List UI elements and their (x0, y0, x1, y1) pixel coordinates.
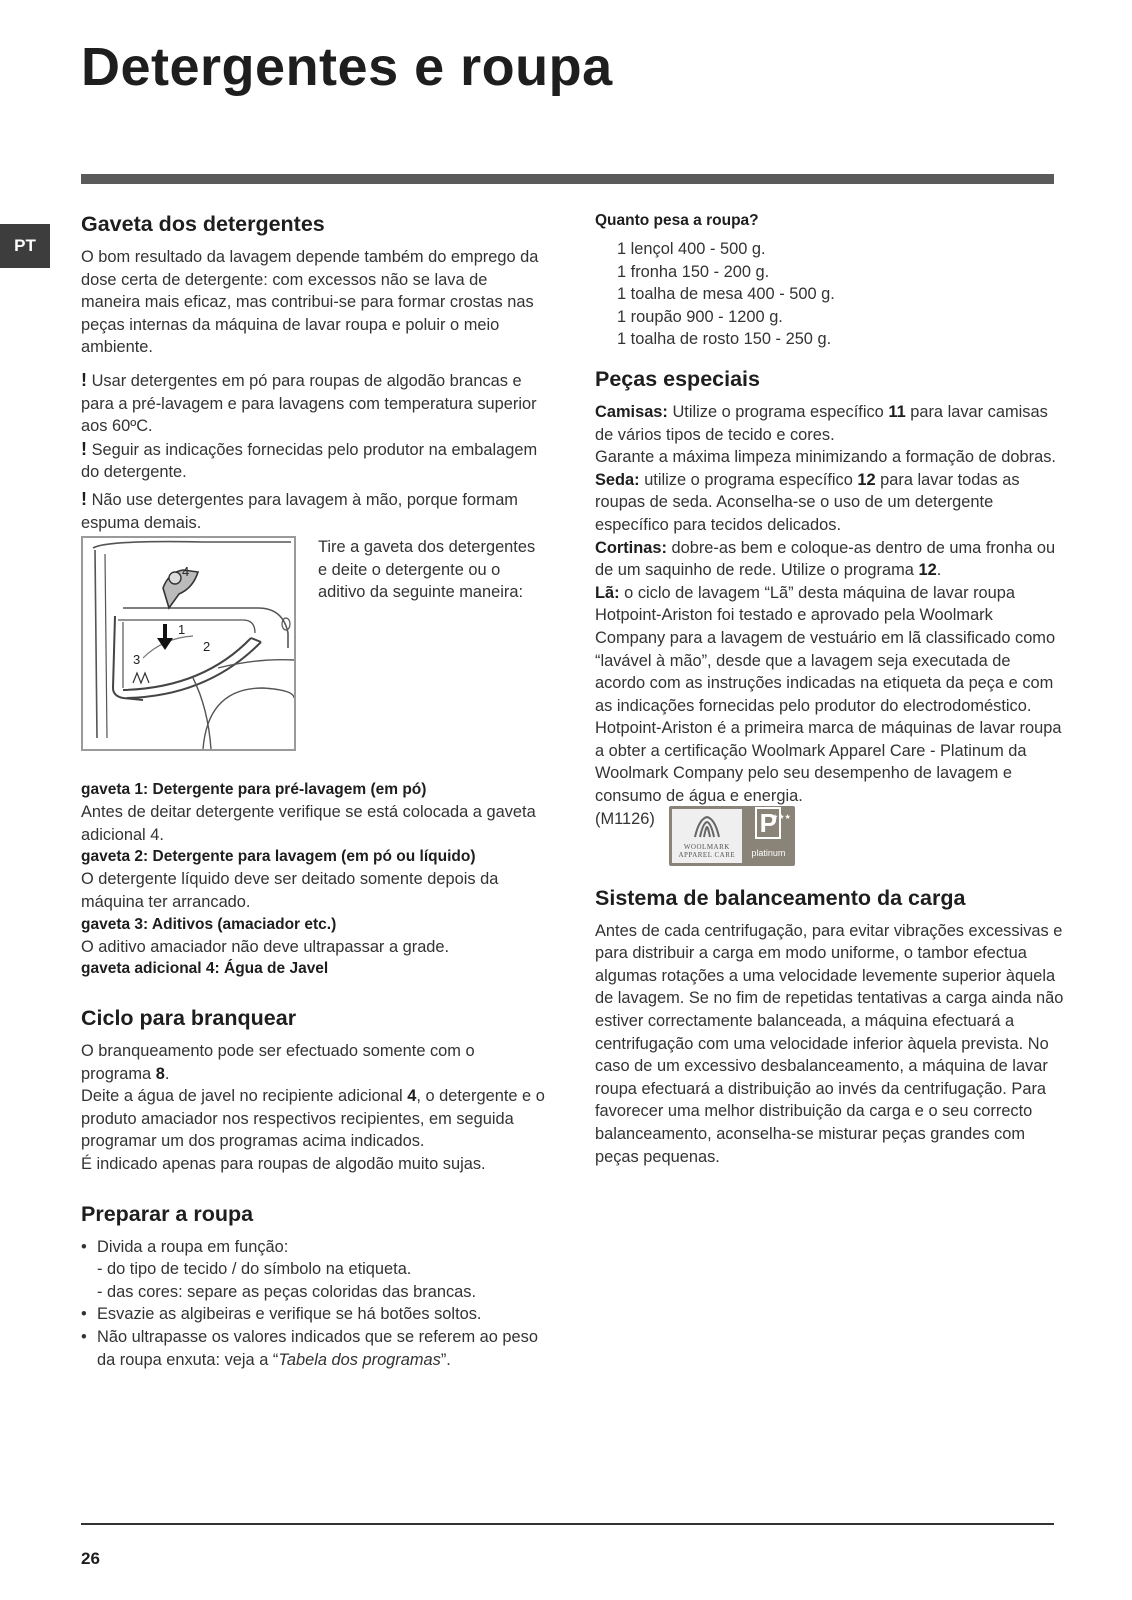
program-number: 12 (918, 561, 937, 580)
page-number: 26 (81, 1549, 100, 1568)
sistema-text: Antes de cada centrifugação, para evitar vibrações excessivas e para distribuir a carga em modo uniforme, o tambor efectua algumas rotações a uma velocidade levemente superior àquela de lavagem. Se no fim de repetidas tentativas a carga ainda não estiver correctamente balanceada, a máquina efectuará a centrifugação com uma velocidade inferior àquela prevista. No caso de um excessivo desbalanceamento, a máquina de lavar roupa efectuará a distribuição ao invés da centrifugação. Para favorecer uma melhor distribuição da carga e o seu correcto balanceamento, aconselha-se misturar peças grandes com peças pequenas. (595, 921, 1064, 1166)
program-table-reference: Tabela dos programas (278, 1350, 441, 1369)
star-rating-icon: ★★★ (772, 813, 791, 821)
woolmark-logo (669, 806, 795, 866)
cortinas-text: dobre-as bem e coloque-as dentro de uma fronha ou de um saquinho de rede. Utilize o programa (595, 538, 1056, 580)
heading-preparar: Preparar a roupa (81, 1201, 254, 1226)
warning-1 (81, 369, 546, 438)
certification-row (595, 808, 1065, 866)
seda-label: Seda: (595, 470, 640, 489)
platinum-label: platinum (751, 847, 786, 858)
cortinas-text-end: . (936, 561, 942, 580)
warning-3 (81, 488, 546, 534)
drawer-diagram (83, 538, 294, 749)
recipient-number: 4 (407, 1087, 417, 1106)
bullet-icon: • (81, 1305, 87, 1324)
page-title: Detergentes e roupa (81, 37, 613, 97)
ciclo-p1-end: . (164, 1064, 170, 1083)
woolmark-icon (691, 813, 723, 843)
exclamation-icon: ! (81, 488, 87, 509)
drawer-4-title: gaveta adicional 4: Água de Javel (81, 960, 329, 978)
weight-item: 1 lençol 400 - 500 g. (617, 240, 766, 258)
ciclo-p1-text: O branqueamento pode ser efectuado somente com o programa (81, 1042, 475, 1083)
drawer-1-title: gaveta 1: Detergente para pré-lavagem (em pó) (81, 781, 427, 799)
bullet-icon: • (81, 1328, 87, 1347)
ciclo-p3: É indicado apenas para roupas de algodão muito sujas. (81, 1155, 486, 1174)
seda-text: utilize o programa específico (639, 470, 858, 489)
weight-item: 1 toalha de mesa 400 - 500 g. (617, 285, 835, 304)
woolmark-brand: WOOLMARK (683, 842, 730, 851)
program-number: 11 (888, 402, 906, 421)
drawer-figure-row (81, 536, 546, 751)
title-divider (81, 174, 1054, 184)
drawer-2-title: gaveta 2: Detergente para lavagem (em pó ou líquido) (81, 848, 476, 866)
figure-label-1: 1 (178, 622, 186, 638)
right-column (595, 210, 1065, 1168)
heading-ciclo: Ciclo para branquear (81, 1006, 297, 1031)
list-item (81, 1236, 546, 1259)
weights-list (595, 238, 1065, 351)
camisas-text: Utilize o programa específico (667, 402, 889, 421)
cortinas-paragraph (595, 537, 1065, 582)
la-paragraph (595, 582, 1065, 808)
figure-caption: Tire a gaveta dos detergentes e deite o detergente ou o aditivo da seguinte maneira: (318, 538, 536, 602)
list-item-text-a: Não ultrapasse os valores indicados que se referem ao peso da roupa enxuta: veja a “ (97, 1328, 538, 1369)
list-subitem: - do tipo de tecido / do símbolo na etiqueta. (97, 1260, 412, 1279)
platinum-letter: P (755, 807, 781, 839)
program-number: 8 (155, 1064, 165, 1083)
list-item-text: Divida a roupa em função: (97, 1237, 289, 1256)
heading-sistema: Sistema de balanceamento da carga (595, 885, 966, 910)
figure-label-2: 2 (203, 639, 211, 655)
heading-gaveta: Gaveta dos detergentes (81, 212, 325, 236)
warning-2 (81, 438, 546, 484)
la-label: Lã: (595, 583, 620, 602)
woolmark-symbol (672, 809, 742, 863)
weight-item: 1 fronha 150 - 200 g. (617, 262, 770, 281)
exclamation-icon: ! (81, 438, 87, 459)
program-number: 12 (857, 470, 876, 489)
warning-1-text: Usar detergentes em pó para roupas de algodão brancas e para a pré-lavagem e para lavagens com temperatura superior aos 60ºC. (81, 371, 537, 436)
figure-label-4: 4 (182, 564, 190, 580)
drawer-3-title: gaveta 3: Aditivos (amaciador etc.) (81, 915, 337, 933)
woolmark-sub: APPAREL CARE (678, 850, 736, 859)
warning-3-text: Não use detergentes para lavagem à mão, porque formam espuma demais. (81, 490, 518, 532)
ciclo-p1 (81, 1040, 546, 1085)
gaveta-intro: O bom resultado da lavagem depende também do emprego da dose certa de detergente: com excessos não se lava de maneira mais eficaz, mas contribui-se para formar crostas nas peças internas da máquina de lavar roupa e poluir o meio ambiente. (81, 248, 539, 357)
preparar-list (81, 1236, 546, 1372)
platinum-mark (742, 806, 795, 866)
heading-peso: Quanto pesa a roupa? (595, 212, 759, 229)
camisas-note: Garante a máxima limpeza minimizando a formação de dobras. (595, 448, 1056, 467)
ciclo-p2 (81, 1085, 546, 1153)
camisas-paragraph (595, 401, 1065, 446)
left-column (81, 210, 546, 1371)
list-item-text (97, 1326, 546, 1371)
ciclo-p2-text: Deite a água de javel no recipiente adicional (81, 1087, 408, 1106)
list-item-text-c: ”. (440, 1350, 451, 1369)
detergent-drawer-illustration (81, 536, 296, 751)
list-item-text: Esvazie as algibeiras e verifique se há botões soltos. (97, 1305, 482, 1324)
seda-paragraph (595, 469, 1065, 537)
drawer-2-text: O detergente líquido deve ser deitado somente depois da máquina ter arrancado. (81, 870, 499, 911)
heading-pecas: Peças especiais (595, 366, 760, 391)
footer-divider (81, 1523, 1054, 1525)
warning-2-text: Seguir as indicações fornecidas pelo produtor na embalagem do detergente. (81, 440, 538, 482)
camisas-text-end: para lavar camisas de vários tipos de tecido e cores. (595, 402, 1048, 444)
weight-item: 1 toalha de rosto 150 - 250 g. (617, 330, 832, 349)
bullet-icon: • (81, 1237, 87, 1256)
language-tab: PT (0, 224, 50, 268)
list-item (81, 1303, 546, 1326)
drawer-3-text: O aditivo amaciador não deve ultrapassar a grade. (81, 937, 450, 956)
list-item (81, 1326, 546, 1371)
drawer-1-text: Antes de deitar detergente verifique se está colocada a gaveta adicional 4. (81, 803, 536, 844)
list-subitem: - das cores: separe as peças coloridas das brancas. (97, 1282, 477, 1301)
camisas-label: Camisas: (595, 402, 668, 421)
weight-item: 1 roupão 900 - 1200 g. (617, 307, 783, 326)
figure-label-3: 3 (133, 652, 141, 668)
certification-code: (M1126) (595, 809, 655, 828)
ciclo-p2-end: , o detergente e o produto amaciador nos respectivos recipientes, em seguida programar um dos programas acima indicados. (81, 1087, 545, 1151)
seda-text-end: para lavar todas as roupas de seda. Aconselha-se o uso de um detergente específico para tecidos delicados. (595, 470, 1020, 534)
la-text: o ciclo de lavagem “Lã” desta máquina de lavar roupa Hotpoint-Ariston foi testado e aprovado pela Woolmark Company para a lavagem de vestuário em lã classificado como “lavável à mão”, desde que a lavagem seja executada de acordo com as instruções indicadas na etiqueta da peça e com as indicações fornecidas pelo produtor do electrodoméstico. Hotpoint-Ariston é a primeira marca de máquinas de lavar roupa a obter a certificação Woolmark Apparel Care - Platinum da Woolmark Company pelo seu desempenho de lavagem e consumo de água e energia. (595, 583, 1062, 806)
cortinas-label: Cortinas: (595, 538, 667, 557)
exclamation-icon: ! (81, 369, 87, 390)
